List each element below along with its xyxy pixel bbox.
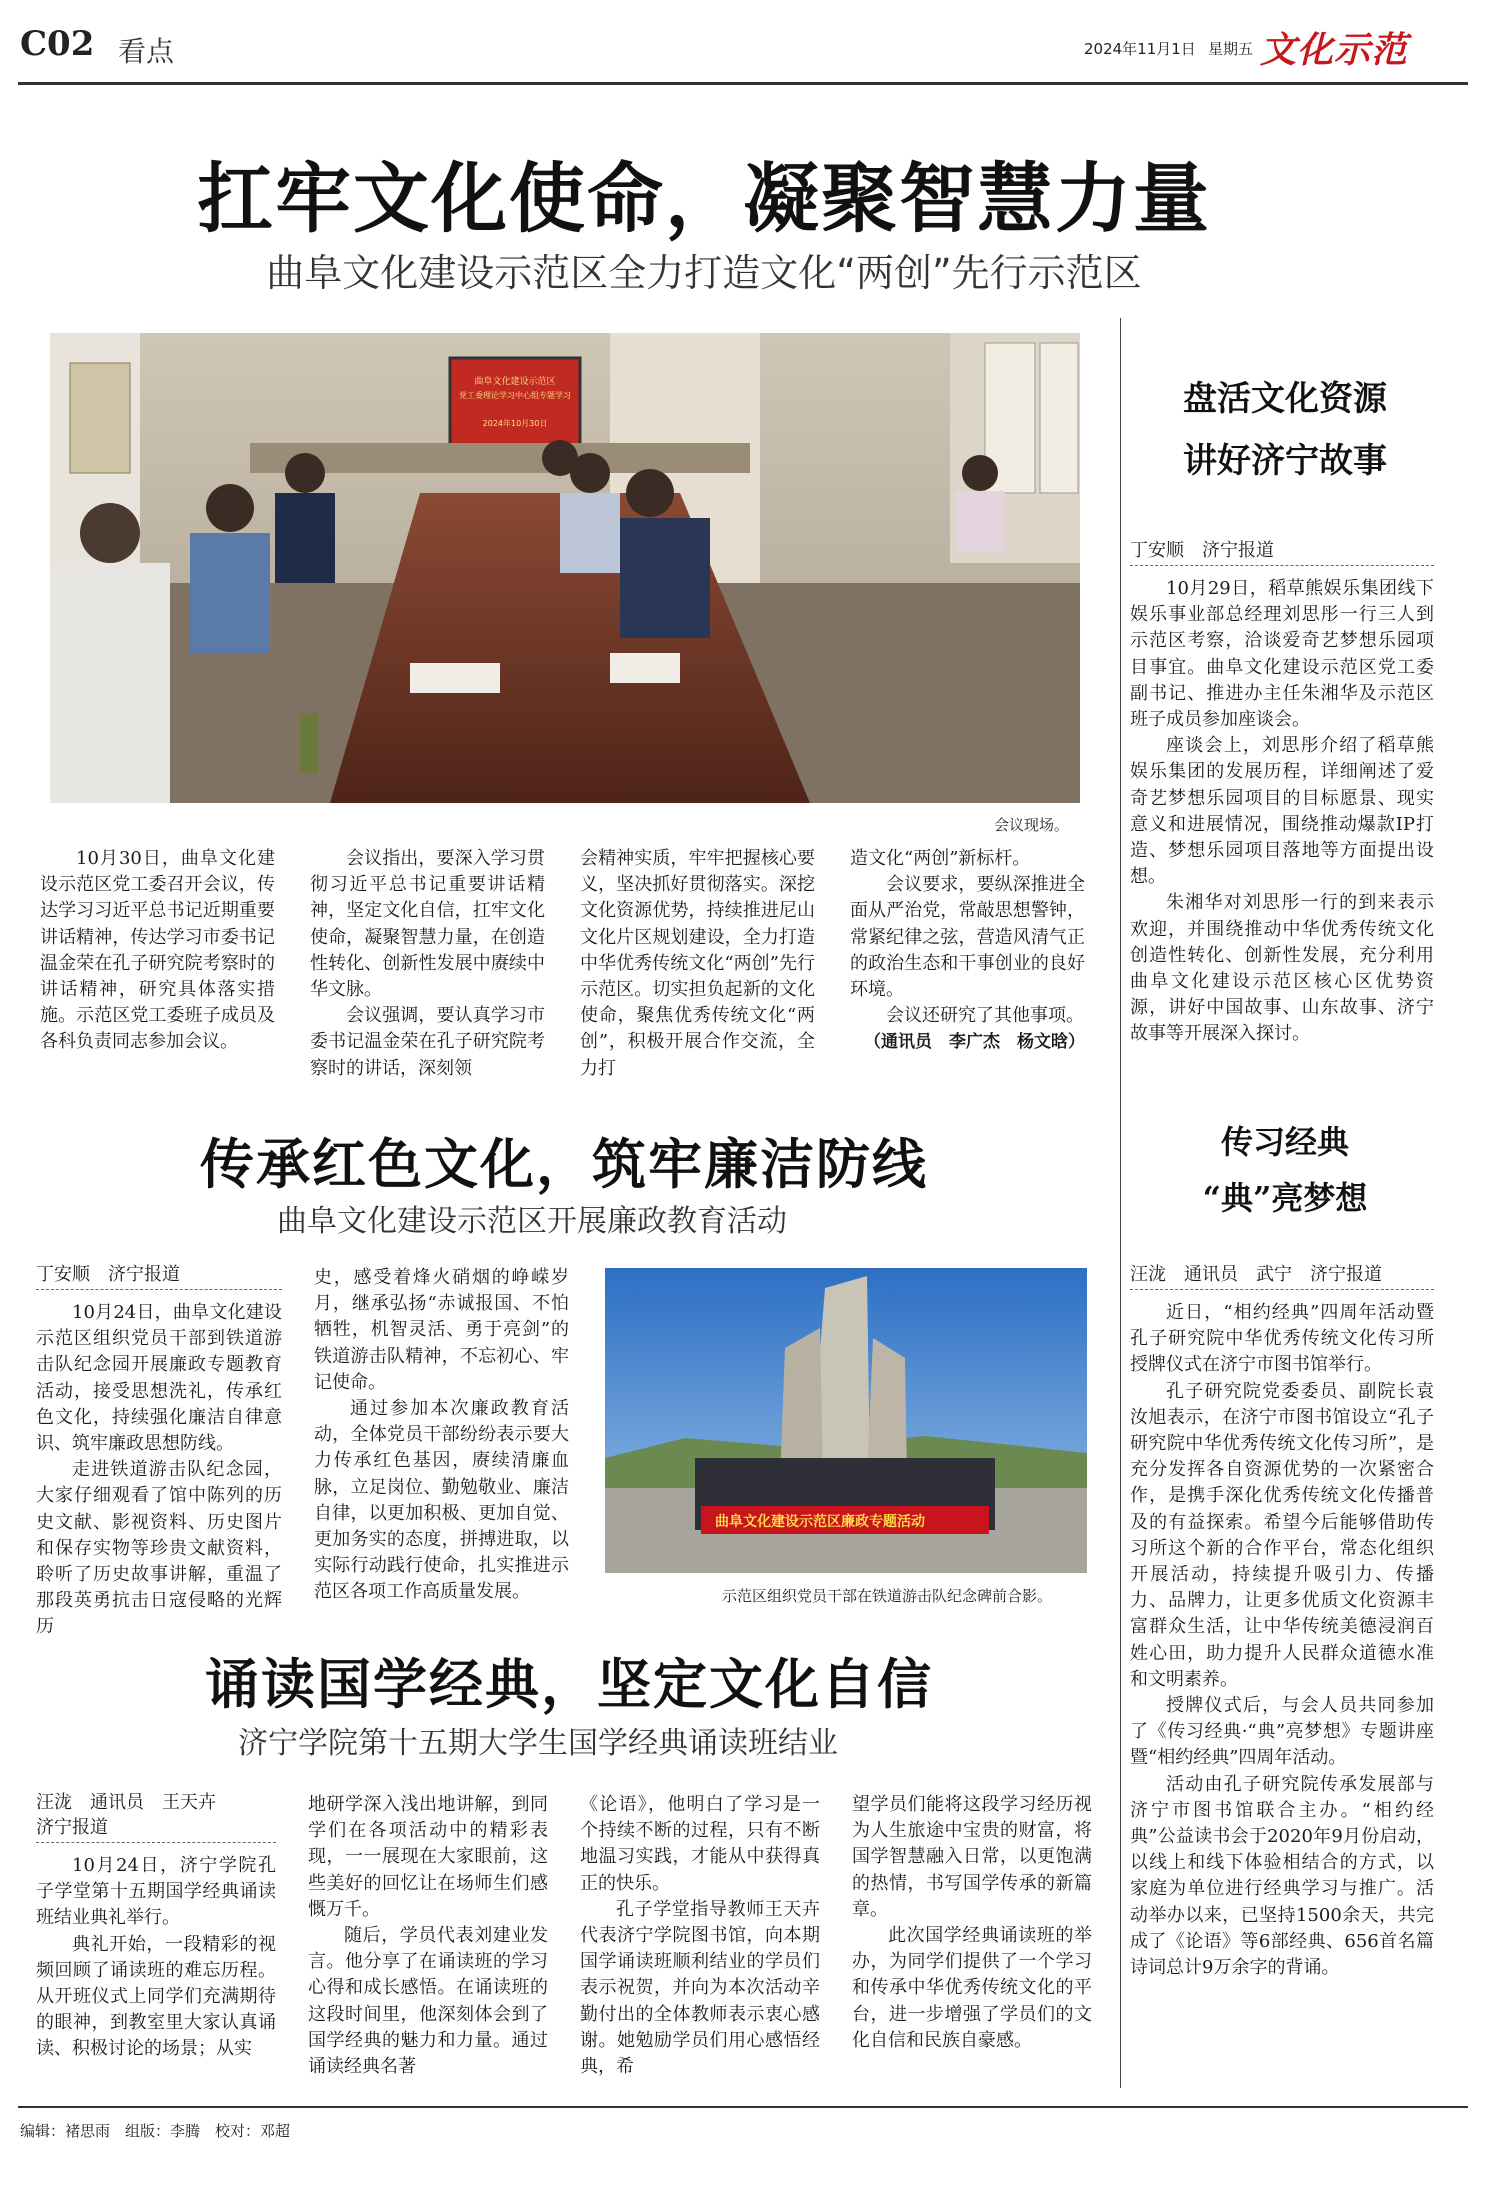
paragraph: 10月30日，曲阜文化建设示范区党工委召开会议，传达学习习近平总书记近期重要讲话精神，传达学习市委书记温金荣在孔子研究院考察时的讲话精神，研究具体落实措施。示范区党工委班子成员及各科负责同志参加会议。 (40, 848, 275, 1053)
side1-title-line2: 讲好济宁故事 (1183, 441, 1387, 481)
paragraph: 10月24日，济宁学院孔子学堂第十五期国学经典诵读班结业典礼举行。 (36, 1855, 276, 1929)
article1-col1 (40, 846, 275, 1071)
header-rule (18, 82, 1468, 85)
paragraph: 会议强调，要认真学习市委书记温金荣在孔子研究院考察时的讲话，深刻领 (310, 1005, 545, 1079)
article1-subtitle: 曲阜文化建设示范区全力打造文化“两创”先行示范区 (266, 251, 1142, 295)
paragraph: 近日，“相约经典”四周年活动暨孔子研究院中华优秀传统文化传习所授牌仪式在济宁市图书馆举行。 (1130, 1302, 1434, 1376)
paragraph: 走进铁道游击队纪念园，大家仔细观看了馆中陈列的历史文献、影视资料、历史图片和保存实物等珍贵文献资料，聆听了历史故事讲解，重温了那段英勇抗击日寇侵略的光辉历 (36, 1459, 282, 1638)
article1-credit: （通讯员 李广杰 杨文晗） (864, 1032, 1085, 1053)
side1-byline: 丁安顺 济宁报道 (1130, 538, 1434, 566)
paragraph: 孔子学堂指导教师王天卉代表济宁学院图书馆，向本期国学诵读班顺利结业的学员们表示祝贺，并向为本次活动辛勤付出的全体教师表示衷心感谢。她勉励学员们用心感悟经典，希 (580, 1898, 820, 2078)
footer-rule (18, 2106, 1468, 2108)
article3-col4 (852, 1792, 1092, 2092)
article3-col3 (580, 1792, 820, 2092)
article3-col1 (36, 1790, 276, 2090)
article1-col2 (310, 846, 545, 1079)
paragraph: 通过参加本次廉政教育活动，全体党员干部纷纷表示要大力传承红色基因，赓续清廉血脉，立足岗位、勤勉敬业、廉洁自律，以更加积极、更加自觉、更加务实的态度，拼搏进取，以实际行动践行使命，扎实推进示范区各项工作高质量发展。 (314, 1398, 569, 1603)
article1-col3 (580, 846, 815, 1079)
meeting-screen-banner (452, 363, 578, 463)
paragraph: 10月29日，稻草熊娱乐集团线下娱乐事业部总经理刘思彤一行三人到示范区考察，洽谈爱奇艺梦想乐园项目事宜。曲阜文化建设示范区党工委副书记、推进办主任朱湘华及示范区班子成员参加座谈会。 (1130, 578, 1434, 731)
article2-subtitle: 曲阜文化建设示范区开展廉政教育活动 (277, 1204, 787, 1239)
article2-title: 传承红色文化，筑牢廉洁防线 (200, 1132, 928, 1196)
article2-col1 (36, 1262, 282, 1638)
side1-title-line1: 盘活文化资源 (1183, 379, 1387, 419)
paragraph: 史，感受着烽火硝烟的峥嵘岁月，继承弘扬“赤诚报国、不怕牺牲，机智灵活、勇于亮剑”的铁道游击队精神，不忘初心、牢记使命。 (314, 1267, 569, 1393)
paragraph: 10月24日，曲阜文化建设示范区组织党员干部到铁道游击队纪念园开展廉政专题教育活动，接受思想洗礼，传承红色文化，持续强化廉洁自律意识、筑牢廉政思想防线。 (36, 1302, 282, 1455)
article1-title: 扛牢文化使命，凝聚智慧力量 (197, 154, 1211, 243)
paragraph: 座谈会上，刘思彤介绍了稻草熊娱乐集团的发展历程，详细阐述了爱奇艺梦想乐园项目的目标愿景、现实意义和进展情况，围绕推动爆款IP打造、梦想乐园项目落地等方面提出设想。 (1130, 735, 1434, 888)
paragraph: 朱湘华对刘思彤一行的到来表示欢迎，并围绕推动中华优秀传统文化创造性转化、创新性发展，充分利用曲阜文化建设示范区核心区优势资源，讲好中国故事、山东故事、济宁故事等开展深入探讨。 (1130, 892, 1434, 1045)
article3-byline-line1: 汪泷 通讯员 王天卉 (36, 1792, 216, 1813)
article3-byline (36, 1790, 276, 1843)
meeting-photo (50, 333, 1080, 803)
paragraph: 会议指出，要深入学习贯彻习近平总书记重要讲话精神，坚定文化自信，扛牢文化使命，凝聚智慧力量，在创造性转化、创新性发展中赓续中华文脉。 (310, 848, 545, 1001)
section-name: 看点 (118, 35, 175, 68)
brand-logo: 文化示范 (1260, 30, 1409, 71)
paragraph: 《论语》，他明白了学习是一个持续不断的过程，只有不断地温习实践，才能从中获得真正的快乐。 (580, 1794, 820, 1894)
side2-title-line1: 传习经典 (1220, 1123, 1349, 1161)
page-code: C02 (20, 24, 95, 64)
paragraph: 造文化“两创”新标杆。 (850, 848, 1031, 869)
paragraph: 会议还研究了其他事项。 (886, 1005, 1084, 1027)
article3-col2 (308, 1792, 548, 2092)
paragraph: 会精神实质，牢牢把握核心要义，坚决抓好贯彻落实。深挖文化资源优势，持续推进尼山文化片区规划建设，全力打造中华优秀传统文化“两创”先行示范区。切实担负起新的文化使命，聚焦优秀传统文化“两创”，积极开展合作交流，全力打 (580, 848, 815, 1079)
page-header (20, 24, 1460, 84)
group-photo-caption: 示范区组织党员干部在铁道游击队纪念碑前合影。 (722, 1587, 1053, 1605)
side1-title (1130, 368, 1440, 492)
side2-title (1130, 1114, 1440, 1226)
article3-subtitle: 济宁学院第十五期大学生国学经典诵读班结业 (238, 1726, 838, 1761)
article2-byline: 丁安顺 济宁报道 (36, 1262, 282, 1290)
paragraph: 典礼开始，一段精彩的视频回顾了诵读班的难忘历程。从开班仪式上同学们充满期待的眼神，到教室里大家认真诵读、积极讨论的场景；从实 (36, 1933, 276, 2060)
paragraph: 会议要求，要纵深推进全面从严治党，常敲思想警钟，常紧纪律之弦，营造风清气正的政治生态和干事创业的良好环境。 (850, 874, 1085, 1001)
issue-date: 2024年11月1日 (1084, 40, 1196, 58)
footer-credits: 编辑：褚思雨 组版：李腾 校对：邓超 (20, 2122, 291, 2140)
column-rule (1120, 318, 1121, 2088)
paragraph: 随后，学员代表刘建业发言。他分享了在诵读班的学习心得和成长感悟。在诵读班的这段时间里，他深刻体会到了国学经典的魅力和力量。通过诵读经典名著 (308, 1925, 548, 2078)
meeting-photo-caption: 会议现场。 (994, 816, 1070, 834)
side2-byline: 汪泷 通讯员 武宁 济宁报道 (1130, 1262, 1434, 1290)
paragraph: 此次国学经典诵读班的举办，为同学们提供了一个学习和传承中华优秀传统文化的平台，进一步增强了学员们的文化自信和民族自豪感。 (852, 1925, 1092, 2051)
banner-line-2: 党工委理论学习中心组专题学习 (459, 391, 571, 400)
side2-title-line2: “典”亮梦想 (1202, 1179, 1368, 1217)
article1-col4 (850, 846, 1085, 1071)
article3-byline-line2: 济宁报道 (36, 1817, 108, 1838)
group-photo (605, 1268, 1087, 1573)
article3-title: 诵读国学经典，坚定文化自信 (205, 1652, 933, 1716)
group-photo-banner: 曲阜文化建设示范区廉政专题活动 (715, 1514, 925, 1530)
side1-body (1130, 538, 1434, 1068)
paragraph: 孔子研究院党委委员、副院长袁汝旭表示，在济宁市图书馆设立“孔子研究院中华优秀传统文化传习所”，是充分发挥各自资源优势的一次紧密合作，是携手深化优秀传统文化传播普及的有益探索。希望今后能够借助传习所这个新的合作平台，常态化组织开展活动，持续提升吸引力、传播力、品牌力，让更多优质文化资源丰富群众生活，让中华传统美德浸润百姓心田，助力提升人民群众道德水准和文明素养。 (1130, 1380, 1434, 1690)
paragraph: 望学员们能将这段学习经历视为人生旅途中宝贵的财富，将国学智慧融入日常，以更饱满的热情，书写国学传承的新篇章。 (852, 1794, 1092, 1920)
paragraph: 授牌仪式后，与会人员共同参加了《传习经典·“典”亮梦想》专题讲座暨“相约经典”四周年活动。 (1130, 1695, 1434, 1769)
banner-date: 2024年10月30日 (482, 419, 548, 428)
side2-body (1130, 1262, 1434, 2092)
banner-line-1: 曲阜文化建设示范区 (474, 377, 556, 387)
paragraph: 活动由孔子研究院传承发展部与济宁市图书馆联合主办。“相约经典”公益读书会于2020年9月份启动，以线上和线下体验相结合的方式，以家庭为单位进行经典学习与推广。活动举办以来，已坚持1500余天，共完成了《论语》等6部经典、656首名篇诗词总计9万余字的背诵。 (1130, 1773, 1434, 1979)
issue-weekday: 星期五 (1208, 40, 1254, 58)
paragraph: 地研学深入浅出地讲解，到同学们在各项活动中的精彩表现，一一展现在大家眼前，这些美好的回忆让在场师生们感慨万千。 (308, 1794, 548, 1920)
article2-col2 (314, 1265, 569, 1620)
